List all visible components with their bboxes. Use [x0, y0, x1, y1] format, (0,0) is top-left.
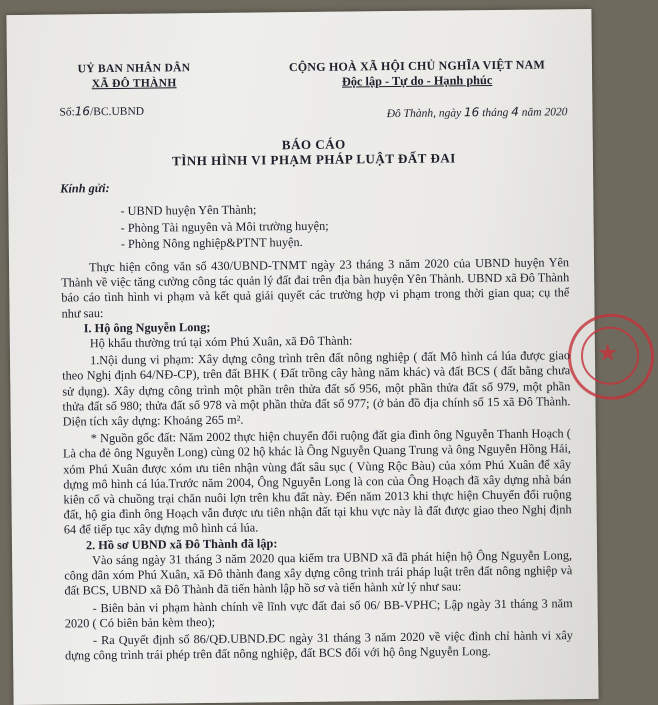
official-seal [568, 313, 655, 400]
section-1-land-origin: * Nguồn gốc đất: Năm 2002 thực hiện chuyển đổi ruộng đất gia đình ông Nguyễn Thanh Hoạch ( Là cha đẻ ông Nguyễn Long) cùng 02 hộ khác là Ông Nguyễn Quang Trung và ông Nguyễn Hồng Hải, xóm Phú Xuân được xóm ưu tiên nhận vùng đất sâu sục ( Vùng Rộc Bàu) của xóm Phú Xuân để xây dựng mô hình cá lúa.Trước năm 2004, Ông Nguyễn Long là con của Ông Hoạch đã xây dựng nhà bán kiên cố và chuồng trại chăn nuôi lợn trên khu đất này. Đến năm 2013 khi thực hiện Chuyển đổi ruộng đất, hộ gia đình ông Hoạch vẫn được ưu tiên nhận đất tại khu vực này là đất được giao theo Nghị định 64 để tiếp tục xây dựng mô hình cá lúa. [62, 426, 572, 537]
doc-no-suffix: /BC.UBND [89, 106, 145, 119]
date-prefix: Đô Thành, ngày [386, 106, 462, 120]
section-2-title: 2. Hồ sơ UBND xã Đô Thành đã lập: [85, 535, 278, 552]
date-month: 4 [511, 104, 519, 119]
date-day: 16 [463, 104, 480, 119]
issuing-authority [59, 61, 209, 93]
date-year: năm 2020 [521, 105, 568, 119]
doc-no-handwritten: 16 [74, 104, 91, 119]
intro-paragraph: Thực hiện công văn số 430/UBND-TNMT ngày 23 tháng 3 năm 2020 của UBND huyện Yên Thành về việc tăng cường công tác quản lý đất đai trên địa bàn huyện Yên Thành. UBND xã Đô Thành báo cáo tình hình vi phạm và kết quả giải quyết các trường hợp vi phạm trong thời gian qua; cụ thể như sau: [61, 255, 570, 321]
title-line2: TÌNH HÌNH VI PHẠM PHÁP LUẬT ĐẤT ĐAI [172, 150, 456, 169]
national-title [267, 57, 567, 91]
recipients-label: Kính gửi: [60, 181, 110, 196]
recipient-item: - UBND huyện Yên Thành; [120, 202, 257, 219]
document-title [60, 134, 568, 170]
section-1-address: Hộ khẩu thường trú tại xóm Phú Xuân, xã Đô Thành: [89, 333, 353, 351]
recipient-item: - Phòng Tài nguyên và Môi trường huyện; [120, 218, 329, 235]
section-1-violation: 1.Nội dung vi phạm: Xây dựng công trình trên đất nông nghiệp ( đất Mô hình cá lúa được giao theo Nghị định 64/NĐ-CP), trên đất BHK ( Đất trồng cây hàng năm khác) và đất BCS ( đất bằng chưa sử dụng). Xây dựng công trình một phần trên thửa đất số 956, một phần thửa đất số 979, một phần thửa đất số 980; thửa đất số 978 và một phần thửa đất số 977; (ở bản đồ địa chính số 15 xã Đô Thành. Diện tích xây dựng: Khoảng 265 m². [62, 348, 571, 429]
recipient-item: - Phòng Nông nghiệp&PTNT huyện. [120, 234, 303, 251]
seal-star-icon: ★ [596, 340, 619, 367]
nation-motto: Độc lập - Tự do - Hạnh phúc [341, 73, 493, 89]
section-2-bullet-2: - Ra Quyết định số 86/QĐ.UBND.ĐC ngày 31 tháng 3 năm 2020 về việc đình chỉ hành vi xây dựng công trình trái phép trên đất nông nghiệp, đất BCS đối với hộ ông Nguyễn Long. [65, 628, 574, 663]
authority-line1: UỶ BAN NHÂN DÂN [77, 62, 191, 76]
doc-no-prefix: Số: [59, 106, 75, 119]
section-2-intro: Vào sáng ngày 31 tháng 3 năm 2020 qua kiểm tra UBND xã đã phát hiện hộ Ông Nguyễn Long, công dân xóm Phú Xuân, xã Đô thành đang xây dựng công trình trái pháp luật trên đất nông nghiệp và đất BCS, UBND xã Đô Thành đã tiến hành lập hồ sơ và tiến hành xử lý như sau: [64, 548, 573, 598]
authority-line2: XÃ ĐÔ THÀNH [91, 77, 177, 91]
nation-name: CỘNG HOÀ XÃ HỘI CHỦ NGHĨA VIỆT NAM [288, 57, 546, 75]
date-month-label: tháng [482, 106, 509, 119]
document-content [59, 57, 573, 664]
document-header [59, 57, 567, 93]
section-2-bullet-1: - Biên bản vi phạm hành chính về lĩnh vực đất đai số 06/ BB-VPHC; Lập ngày 31 tháng 3 năm 2020 ( Có biên bản kèm theo); [64, 595, 573, 631]
section-1-title: I. Hộ ông Nguyễn Long; [83, 319, 211, 336]
title-line1: BÁO CÁO [281, 136, 346, 153]
document-page [6, 9, 619, 705]
recipients-list [120, 200, 568, 252]
